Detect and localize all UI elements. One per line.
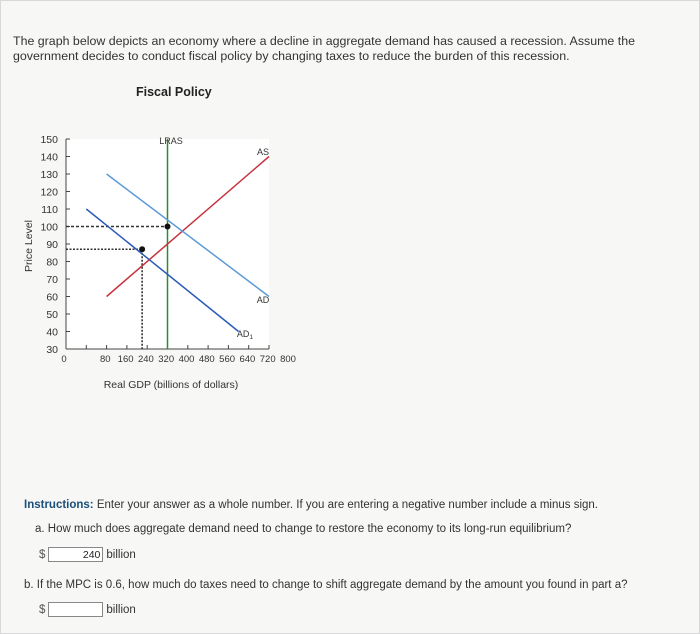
series-label-ad: AD [256, 295, 270, 305]
x-axis-label: Real GDP (billions of dollars) [103, 379, 239, 391]
y-tick-label: 40 [46, 326, 58, 339]
x-tick-label: 80 [100, 354, 111, 365]
y-tick-label: 60 [46, 291, 58, 304]
y-tick-label: 50 [46, 309, 58, 321]
x-tick-label: 800 [280, 354, 296, 365]
y-tick-label: 150 [40, 134, 58, 146]
dollar-sign: $ [39, 548, 46, 561]
x-tick-label: 640 [239, 354, 256, 365]
question-a-text: a. How much does aggregate demand need to change to restore the economy to its long-run equilibrium? [35, 523, 572, 535]
answer-b-row [39, 602, 136, 617]
x-tick-label: 320 [158, 354, 175, 365]
x-tick-label: 480 [198, 354, 215, 365]
equilibrium-point [165, 224, 171, 230]
intro-text: The graph below depicts an economy where a decline in aggregate demand has caused a recession. Assume the government decides to conduct fiscal policy by changing taxes to reduce the burden of this recession. [13, 34, 635, 63]
x-tick-label: 400 [178, 354, 195, 365]
equilibrium-point [139, 246, 145, 252]
y-tick-label: 30 [46, 344, 58, 356]
question-b-text: b. If the MPC is 0.6, how much do taxes need to change to shift aggregate demand by the amount you found in part a? [24, 579, 628, 591]
y-tick-label: 140 [40, 151, 58, 164]
series-label-as: AS [256, 147, 270, 157]
instructions-text: Enter your answer as a whole number. If you are entering a negative number include a minus sign. [93, 499, 599, 511]
y-tick-label: 120 [40, 186, 58, 199]
answer-a-unit: billion [106, 548, 136, 561]
y-tick-label: 110 [41, 204, 58, 216]
series-label-lras: LRAS [159, 136, 183, 146]
x-tick-label: 720 [259, 354, 276, 365]
y-axis-label: Price Level [23, 220, 35, 272]
y-tick-label: 90 [46, 239, 58, 251]
answer-b-unit: billion [106, 603, 136, 616]
chart-title: Fiscal Policy [136, 85, 212, 99]
x-tick-label: 160 [117, 354, 134, 365]
dollar-sign: $ [39, 603, 46, 616]
x-tick-label: 240 [137, 354, 154, 365]
answer-a-row [39, 547, 136, 562]
y-tick-label: 80 [46, 256, 58, 269]
instructions-label: Instructions: [24, 499, 94, 511]
fiscal-policy-chart [1, 1, 700, 421]
x-tick-label: 560 [219, 354, 236, 365]
series-label-ad1: $AD_1$ [236, 329, 254, 341]
y-tick-label: 70 [46, 274, 58, 286]
answer-a-input[interactable] [48, 547, 103, 562]
instructions [24, 499, 598, 511]
y-tick-label: 130 [40, 169, 58, 181]
answer-b-input[interactable] [48, 602, 103, 617]
x-tick-label: 0 [61, 354, 67, 365]
y-tick-label: 100 [40, 221, 58, 234]
